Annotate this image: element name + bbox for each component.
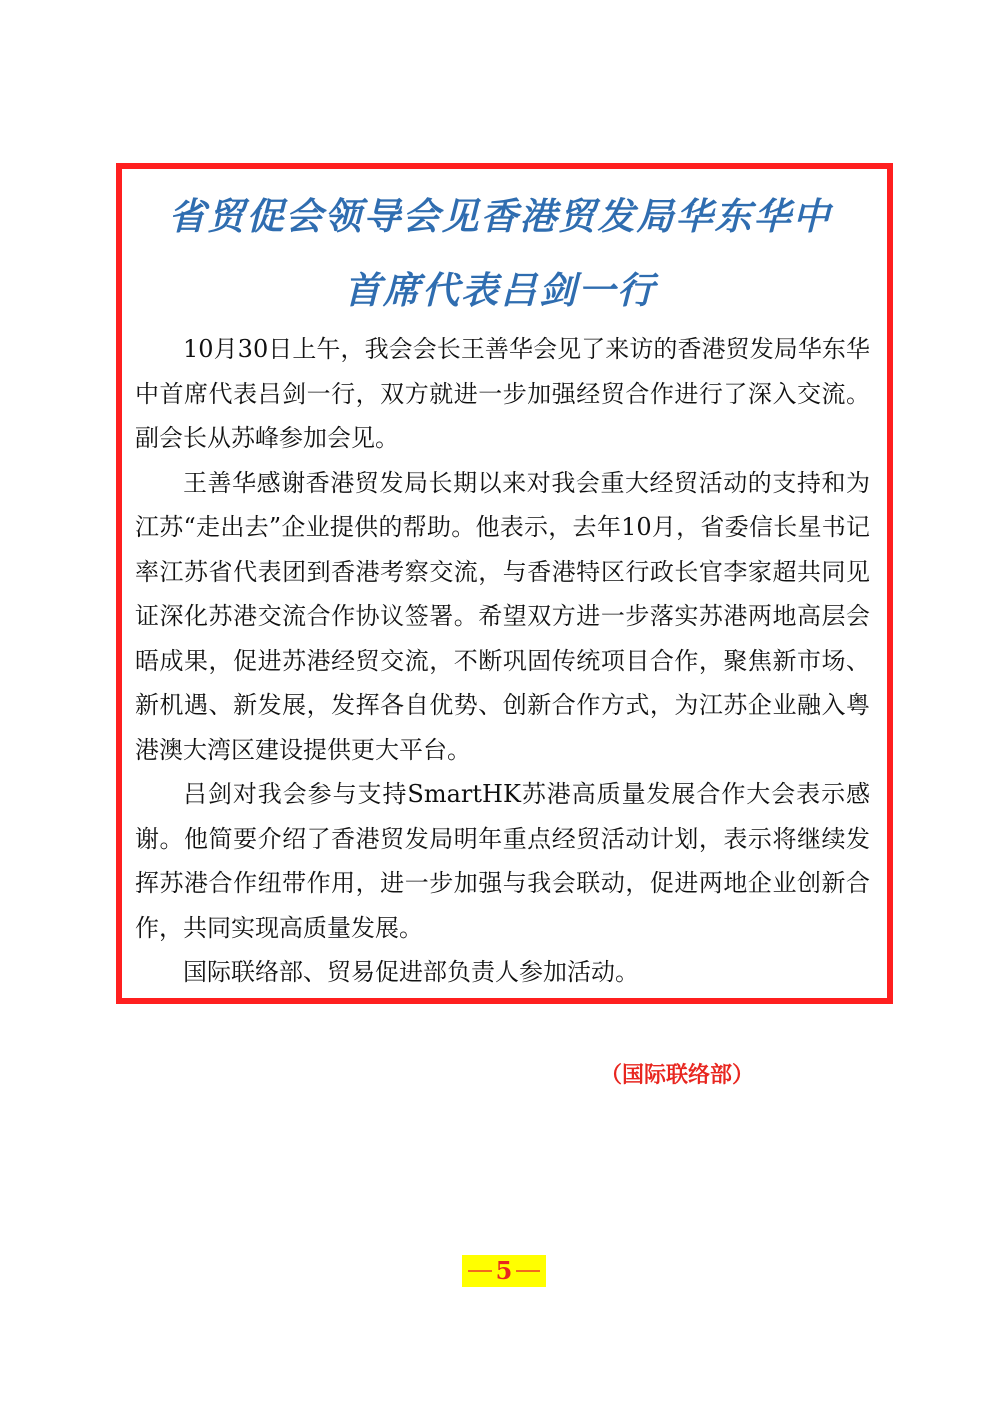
- paragraph-3: 吕剑对我会参与支持SmartHK苏港高质量发展合作大会表示感谢。他简要介绍了香港贸发局明年重点经贸活动计划，表示将继续发挥苏港合作纽带作用，进一步加强与我会联动，促进两地企业创新合作，共同实现高质量发展。: [135, 780, 870, 942]
- page-number-left-dash: [468, 1270, 492, 1272]
- article-title-line-1: 省贸促会领导会见香港贸发局华东华中: [168, 194, 832, 238]
- article-source: （国际联络部）: [600, 1062, 755, 1088]
- page-number-right-dash: [516, 1270, 540, 1272]
- page-number: 5: [495, 1256, 513, 1285]
- paragraph-1: 10月30日上午，我会会长王善华会见了来访的香港贸发局华东华中首席代表吕剑一行，双方就进一步加强经贸合作进行了深入交流。副会长从苏峰参加会见。: [135, 335, 870, 452]
- paragraph-4: 国际联络部、贸易促进部负责人参加活动。: [183, 958, 639, 986]
- article-body: [135, 327, 870, 995]
- page-number-badge: [462, 1255, 546, 1287]
- paragraph-2: 王善华感谢香港贸发局长期以来对我会重大经贸活动的支持和为江苏“走出去”企业提供的帮助。他表示，去年10月，省委信长星书记率江苏省代表团到香港考察交流，与香港特区行政长官李家超共同见证深化苏港交流合作协议签署。希望双方进一步落实苏港两地高层会晤成果，促进苏港经贸交流，不断巩固传统项目合作，聚焦新市场、新机遇、新发展，发挥各自优势、创新合作方式，为江苏企业融入粤港澳大湾区建设提供更大平台。: [135, 468, 870, 764]
- article-title-line-2: 首席代表吕剑一行: [344, 268, 656, 312]
